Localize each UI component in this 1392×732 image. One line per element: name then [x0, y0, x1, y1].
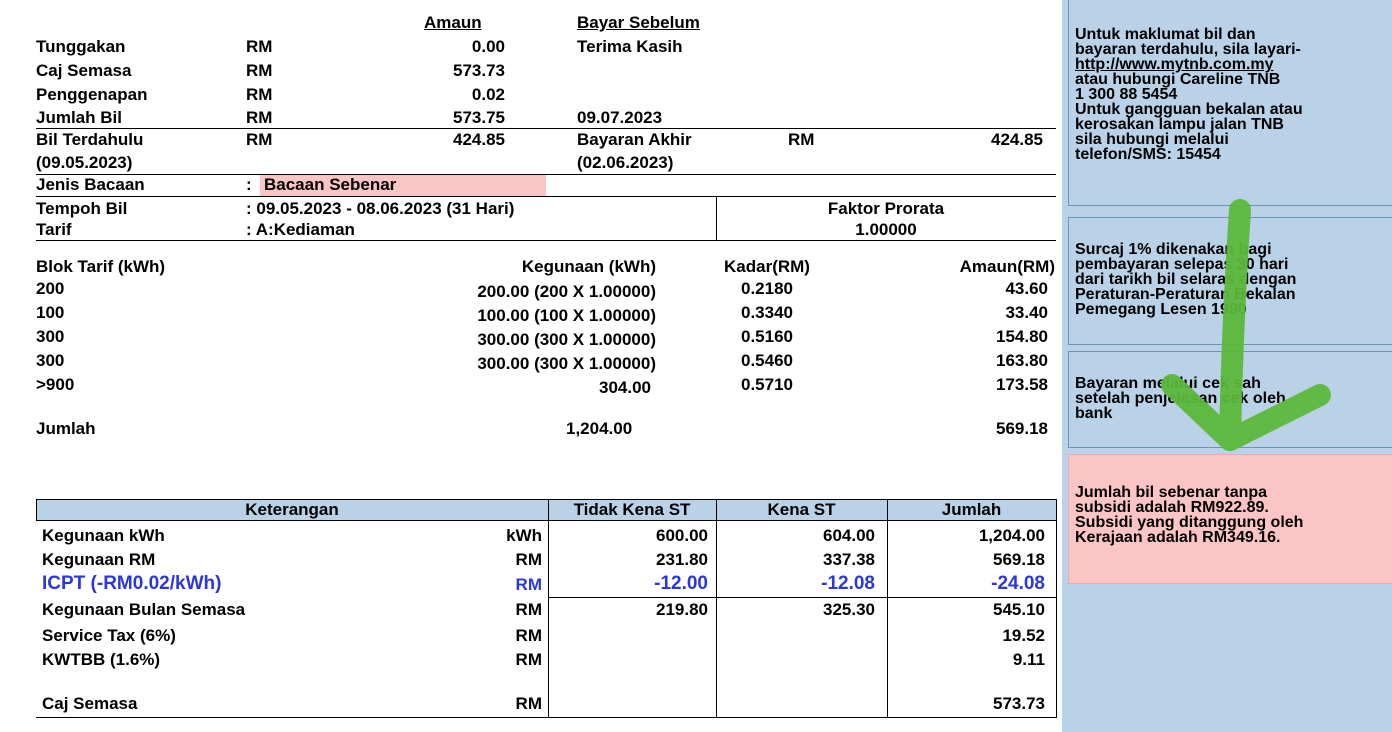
- block-row-amaun: 154.80: [996, 327, 1048, 346]
- breakdown-row-label: Kegunaan kWh: [42, 526, 165, 545]
- breakdown-row-tidak: 600.00: [656, 526, 708, 545]
- header-kegunaan: Kegunaan (kWh): [521, 257, 656, 276]
- block-row-kadar: 0.5710: [741, 375, 793, 394]
- divider: [36, 174, 1056, 175]
- breakdown-row-unit: RM: [515, 626, 542, 645]
- cek-line: setelah penjelasan cek oleh: [1075, 390, 1286, 407]
- bayaran-akhir-label: Bayaran Akhir: [577, 130, 692, 149]
- divider: [36, 128, 1056, 129]
- breakdown-row-jumlah: 545.10: [993, 600, 1045, 619]
- summary-row-label: Caj Semasa: [36, 61, 132, 80]
- faktor-prorata-value: 1.00000: [855, 220, 917, 239]
- header-amaun: Amaun(RM): [959, 257, 1055, 276]
- block-row-kegunaan: 304.00: [599, 378, 651, 397]
- header-jumlah: Jumlah: [941, 500, 1002, 519]
- block-row-kadar: 0.5460: [741, 351, 793, 370]
- divider: [716, 499, 717, 717]
- block-row-blok: 100: [36, 303, 65, 322]
- breakdown-row-jumlah: 1,204.00: [978, 526, 1045, 545]
- surcaj-line: dari tarikh bil selaras dengan: [1075, 271, 1297, 288]
- breakdown-row-tidak: 219.80: [656, 600, 708, 619]
- info-line: atau hubungi Careline TNB: [1075, 71, 1281, 88]
- breakdown-row-label: Caj Semasa: [42, 694, 138, 713]
- breakdown-row-jumlah: -24.08: [991, 573, 1045, 594]
- bayaran-akhir-date: (02.06.2023): [577, 153, 674, 172]
- summary-row-currency: RM: [246, 85, 273, 104]
- divider: [36, 717, 1057, 718]
- block-row-blok: 200: [36, 279, 65, 298]
- summary-row-label: Jumlah Bil: [36, 108, 122, 127]
- info-line: bayaran terdahulu, sila layari-: [1075, 41, 1301, 58]
- header-tidak-kena-st: Tidak Kena ST: [573, 500, 691, 519]
- surcaj-line: Surcaj 1% dikenakan bagi: [1075, 241, 1272, 258]
- breakdown-row-jumlah: 9.11: [1012, 650, 1045, 669]
- due-date: 09.07.2023: [577, 108, 663, 127]
- subsidi-line: Kerajaan adalah RM349.16.: [1075, 529, 1281, 546]
- header-keterangan: Keterangan: [245, 500, 339, 519]
- block-row-amaun: 33.40: [1005, 303, 1048, 322]
- bil-terdahulu-label: Bil Terdahulu: [36, 130, 144, 149]
- block-row-amaun: 163.80: [996, 351, 1048, 370]
- divider: [548, 499, 549, 717]
- bil-terdahulu-date: (09.05.2023): [36, 153, 133, 172]
- block-row-blok: 300: [36, 327, 65, 346]
- terima-kasih-text: Terima Kasih: [577, 37, 683, 56]
- breakdown-row-label: Kegunaan Bulan Semasa: [42, 600, 246, 619]
- block-row-blok: >900: [36, 375, 75, 394]
- block-row-blok: 300: [36, 351, 65, 370]
- block-row-kadar: 0.2180: [741, 279, 793, 298]
- surcaj-line: pembayaran selepas 30 hari: [1075, 256, 1289, 273]
- divider: [36, 520, 1057, 521]
- header-blok-tarif: Blok Tarif (kWh): [36, 257, 166, 276]
- tarif-label: Tarif: [36, 220, 72, 239]
- breakdown-row-unit: RM: [515, 600, 542, 619]
- divider: [36, 240, 1056, 241]
- green-arrow-annotation: [1062, 0, 1392, 732]
- arrow-shaft: [1230, 210, 1240, 440]
- breakdown-row-kena: 604.00: [823, 526, 875, 545]
- jumlah-label: Jumlah: [36, 419, 96, 438]
- cek-line: bank: [1075, 405, 1113, 422]
- header-kadar: Kadar(RM): [724, 257, 810, 276]
- block-row-kadar: 0.5160: [741, 327, 793, 346]
- info-line: kerosakan lampu jalan TNB: [1075, 116, 1284, 133]
- breakdown-row-jumlah: 569.18: [993, 550, 1045, 569]
- block-row-kegunaan: 200.00 (200 X 1.00000): [477, 282, 656, 301]
- block-row-kegunaan: 100.00 (100 X 1.00000): [477, 306, 656, 325]
- tempoh-bil-value: : 09.05.2023 - 08.06.2023 (31 Hari): [246, 199, 515, 218]
- divider: [36, 196, 1056, 197]
- bil-terdahulu-currency: RM: [246, 130, 273, 149]
- breakdown-row-label: Kegunaan RM: [42, 550, 156, 569]
- divider: [548, 597, 1057, 598]
- breakdown-row-kena: 337.38: [823, 550, 875, 569]
- breakdown-row-unit: RM: [515, 694, 542, 713]
- summary-row-amount: 0.00: [471, 37, 505, 56]
- tempoh-bil-label: Tempoh Bil: [36, 199, 128, 218]
- subsidi-line: Subsidi yang ditanggung oleh: [1075, 514, 1304, 531]
- info-line: sila hubungi melalui: [1075, 131, 1229, 148]
- block-row-amaun: 43.60: [1005, 279, 1048, 298]
- jumlah-kwh: 1,204.00: [566, 419, 633, 438]
- breakdown-row-unit: RM: [515, 575, 542, 594]
- info-line: telefon/SMS: 15454: [1075, 146, 1221, 163]
- breakdown-row-label: ICPT (-RM0.02/kWh): [42, 573, 222, 594]
- breakdown-row-kena: 325.30: [823, 600, 875, 619]
- arrow-head: [1172, 385, 1320, 440]
- block-row-amaun: 173.58: [996, 375, 1048, 394]
- divider: [887, 499, 888, 717]
- block-row-kadar: 0.3340: [741, 303, 793, 322]
- breakdown-row-unit: RM: [515, 650, 542, 669]
- breakdown-row-tidak: -12.00: [654, 573, 708, 594]
- breakdown-row-kena: -12.08: [821, 573, 875, 594]
- website-link[interactable]: http://www.mytnb.com.my: [1075, 56, 1274, 73]
- jumlah-amaun: 569.18: [996, 419, 1048, 438]
- info-line: Untuk gangguan bekalan atau: [1075, 101, 1303, 118]
- summary-row-label: Tunggakan: [36, 37, 126, 56]
- breakdown-row-jumlah: 19.52: [1002, 626, 1045, 645]
- summary-row-amount: 573.73: [453, 61, 505, 80]
- cek-line: Bayaran melalui cek sah: [1075, 375, 1261, 392]
- summary-row-amount: 0.02: [471, 85, 505, 104]
- summary-row-currency: RM: [246, 61, 273, 80]
- summary-row-label: Penggenapan: [36, 85, 148, 104]
- col-bayar-sebelum-header: Bayar Sebelum: [577, 13, 700, 32]
- jenis-bacaan-colon: :: [246, 175, 252, 194]
- col-amaun-header: Amaun: [424, 13, 482, 32]
- tarif-value: : A:Kediaman: [246, 220, 355, 239]
- header-kena-st: Kena ST: [767, 500, 836, 519]
- breakdown-row-unit: kWh: [506, 526, 542, 545]
- breakdown-row-label: Service Tax (6%): [42, 626, 176, 645]
- faktor-prorata-label: Faktor Prorata: [827, 199, 945, 218]
- block-row-kegunaan: 300.00 (300 X 1.00000): [477, 354, 656, 373]
- summary-row-currency: RM: [246, 108, 273, 127]
- breakdown-row-label: KWTBB (1.6%): [42, 650, 161, 669]
- divider: [1056, 499, 1057, 717]
- jenis-bacaan-value: Bacaan Sebenar: [264, 175, 397, 194]
- surcaj-line: Peraturan-Peraturan Bekalan: [1075, 286, 1296, 303]
- subsidi-line: Jumlah bil sebenar tanpa: [1075, 484, 1268, 501]
- jenis-bacaan-label: Jenis Bacaan: [36, 175, 145, 194]
- subsidi-line: subsidi adalah RM922.89.: [1075, 499, 1269, 516]
- breakdown-row-jumlah: 573.73: [993, 694, 1045, 713]
- block-row-kegunaan: 300.00 (300 X 1.00000): [477, 330, 656, 349]
- bayaran-akhir-currency: RM: [788, 130, 815, 149]
- breakdown-row-tidak: 231.80: [656, 550, 708, 569]
- summary-row-currency: RM: [246, 37, 273, 56]
- info-line: Untuk maklumat bil dan: [1075, 26, 1256, 43]
- surcaj-line: Pemegang Lesen 1990: [1075, 301, 1247, 318]
- summary-row-amount: 573.75: [453, 108, 505, 127]
- bil-terdahulu-amount: 424.85: [453, 130, 505, 149]
- info-line: 1 300 88 5454: [1075, 86, 1178, 103]
- breakdown-row-unit: RM: [515, 550, 542, 569]
- bayaran-akhir-amount: 424.85: [991, 130, 1043, 149]
